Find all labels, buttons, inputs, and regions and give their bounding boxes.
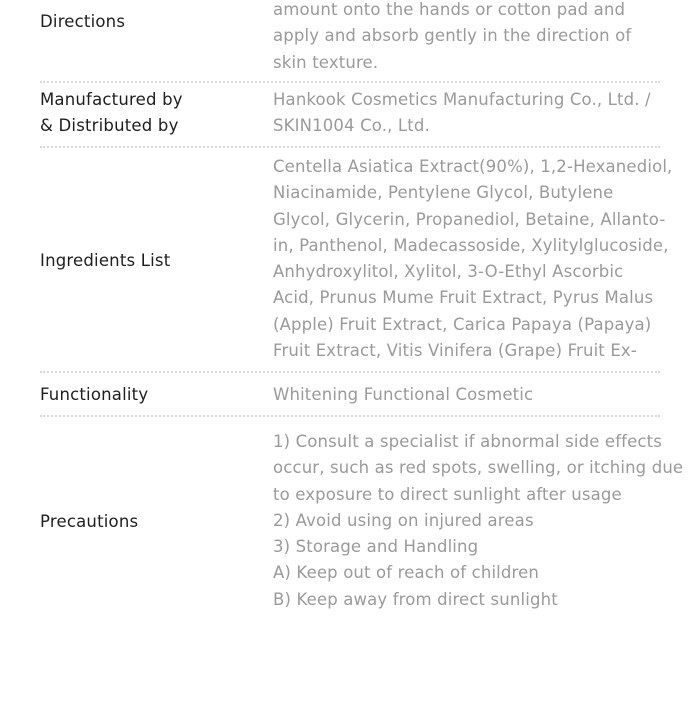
value-line: Niacinamide, Pentylene Glycol, Butylene — [273, 183, 614, 203]
row-value-directions — [273, 0, 678, 76]
dotted-divider — [40, 415, 660, 417]
value-line: SKIN1004 Co., Ltd. — [273, 116, 430, 136]
value-line: (Apple) Fruit Extract, Carica Papaya (Papaya) — [273, 314, 652, 334]
row-value-precautions — [273, 429, 684, 613]
row-label-ingredients — [40, 248, 260, 274]
dotted-divider — [40, 371, 660, 373]
value-line: Acid, Prunus Mume Fruit Extract, Pyrus Malus — [273, 288, 654, 308]
label-line: Directions — [40, 12, 126, 31]
dotted-divider — [40, 81, 660, 83]
value-line: 2) Avoid using on injured areas — [273, 510, 534, 530]
value-line: A) Keep out of reach of children — [273, 563, 540, 583]
label-line: Ingredients List — [40, 251, 171, 270]
value-line: 3) Storage and Handling — [273, 537, 479, 557]
value-line: Fruit Extract, Vitis Vinifera (Grape) Fruit Ex- — [273, 341, 637, 361]
row-value-functionality — [273, 382, 678, 408]
row-value-ingredients — [273, 154, 678, 364]
value-line: Glycol, Glycerin, Propanediol, Betaine, Allanto- — [273, 209, 666, 229]
value-line: in, Panthenol, Madecassoside, Xylitylglucoside, — [273, 235, 669, 255]
value-line: Anhydroxylitol, Xylitol, 3-O-Ethyl Ascorbic — [273, 262, 624, 282]
label-line: Precautions — [40, 512, 139, 531]
value-line: to exposure to direct sunlight after usage — [273, 484, 622, 504]
dotted-divider — [40, 146, 660, 148]
label-line: & Distributed by — [40, 116, 179, 135]
row-label-directions — [40, 9, 260, 35]
value-line: Whitening Functional Cosmetic — [273, 385, 534, 404]
label-line: Functionality — [40, 385, 149, 404]
label-line: Manufactured by — [40, 90, 183, 109]
row-label-functionality — [40, 382, 260, 408]
row-value-manufacturer — [273, 87, 678, 140]
row-label-precautions — [40, 509, 260, 535]
value-line: 1) Consult a specialist if abnormal side effects — [273, 432, 663, 451]
value-line: apply and absorb gently in the direction of — [273, 26, 632, 46]
value-line: skin texture. — [273, 52, 379, 72]
value-line: Hankook Cosmetics Manufacturing Co., Ltd. / — [273, 90, 651, 109]
value-line: amount onto the hands or cotton pad and — [273, 0, 626, 19]
value-line: Centella Asiatica Extract(90%), 1,2-Hexanediol, — [273, 157, 673, 176]
value-line: occur, such as red spots, swelling, or itching due — [273, 458, 684, 478]
value-line: B) Keep away from direct sunlight — [273, 589, 558, 609]
row-label-manufacturer — [40, 87, 260, 139]
